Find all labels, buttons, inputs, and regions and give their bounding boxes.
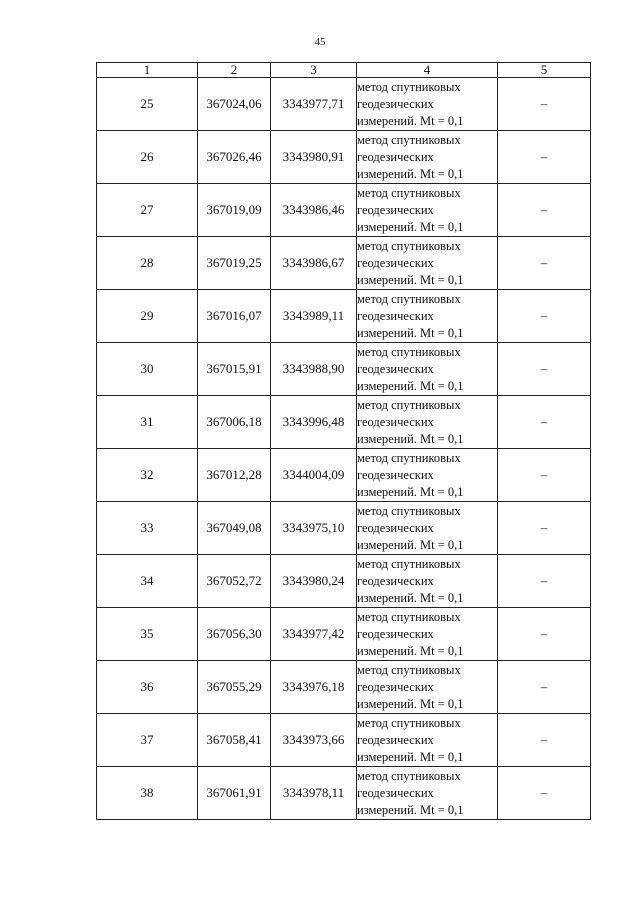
table-row (97, 714, 591, 767)
note-cell: – (498, 767, 591, 820)
y-coordinate-cell: 3343989,11 (271, 290, 357, 343)
method-line: измерений. Mt = 0,1 (357, 431, 464, 446)
table-row (97, 767, 591, 820)
x-coordinate-cell: 367056,30 (198, 608, 271, 661)
method-line: измерений. Mt = 0,1 (357, 484, 464, 499)
note-cell: – (498, 608, 591, 661)
table-row (97, 396, 591, 449)
y-coordinate-cell: 3343976,18 (271, 661, 357, 714)
method-cell (357, 78, 498, 131)
table-row (97, 343, 591, 396)
x-coordinate-cell: 367012,28 (198, 449, 271, 502)
table-row (97, 449, 591, 502)
y-coordinate-cell: 3343980,24 (271, 555, 357, 608)
method-cell (357, 714, 498, 767)
y-coordinate-cell: 3343978,11 (271, 767, 357, 820)
x-coordinate-cell: 367019,09 (198, 184, 271, 237)
header-col-2: 2 (198, 63, 271, 78)
method-line: измерений. Mt = 0,1 (357, 272, 464, 287)
note-cell: – (498, 396, 591, 449)
method-line: измерений. Mt = 0,1 (357, 802, 464, 817)
method-line: измерений. Mt = 0,1 (357, 378, 464, 393)
method-line: геодезических (357, 149, 434, 164)
method-cell (357, 661, 498, 714)
note-cell: – (498, 290, 591, 343)
y-coordinate-cell: 3343986,46 (271, 184, 357, 237)
method-line: метод спутниковых (357, 503, 461, 518)
method-line: геодезических (357, 467, 434, 482)
table-row (97, 131, 591, 184)
header-col-5: 5 (498, 63, 591, 78)
note-cell: – (498, 343, 591, 396)
point-number-cell: 26 (97, 131, 198, 184)
point-number-cell: 32 (97, 449, 198, 502)
method-line: метод спутниковых (357, 291, 461, 306)
table-row (97, 184, 591, 237)
method-line: геодезических (357, 202, 434, 217)
table-row (97, 608, 591, 661)
header-row (97, 63, 591, 78)
page-number: 45 (314, 36, 326, 48)
method-line: геодезических (357, 785, 434, 800)
method-cell (357, 131, 498, 184)
method-line: метод спутниковых (357, 238, 461, 253)
point-number-cell: 36 (97, 661, 198, 714)
x-coordinate-cell: 367026,46 (198, 131, 271, 184)
table-row (97, 78, 591, 131)
point-number-cell: 33 (97, 502, 198, 555)
method-line: метод спутниковых (357, 79, 461, 94)
point-number-cell: 34 (97, 555, 198, 608)
point-number-cell: 35 (97, 608, 198, 661)
method-line: геодезических (357, 255, 434, 270)
table-row (97, 555, 591, 608)
method-line: измерений. Mt = 0,1 (357, 537, 464, 552)
x-coordinate-cell: 367061,91 (198, 767, 271, 820)
point-number-cell: 25 (97, 78, 198, 131)
method-line: метод спутниковых (357, 556, 461, 571)
method-line: измерений. Mt = 0,1 (357, 590, 464, 605)
x-coordinate-cell: 367058,41 (198, 714, 271, 767)
method-line: метод спутниковых (357, 715, 461, 730)
note-cell: – (498, 502, 591, 555)
y-coordinate-cell: 3343988,90 (271, 343, 357, 396)
method-line: измерений. Mt = 0,1 (357, 643, 464, 658)
table-row (97, 290, 591, 343)
y-coordinate-cell: 3343975,10 (271, 502, 357, 555)
x-coordinate-cell: 367019,25 (198, 237, 271, 290)
method-cell (357, 184, 498, 237)
method-line: геодезических (357, 520, 434, 535)
method-line: измерений. Mt = 0,1 (357, 166, 464, 181)
method-cell (357, 290, 498, 343)
y-coordinate-cell: 3343980,91 (271, 131, 357, 184)
method-line: геодезических (357, 626, 434, 641)
x-coordinate-cell: 367015,91 (198, 343, 271, 396)
table-body (97, 78, 591, 820)
method-line: метод спутниковых (357, 132, 461, 147)
method-line: метод спутниковых (357, 609, 461, 624)
method-cell (357, 555, 498, 608)
note-cell: – (498, 714, 591, 767)
point-number-cell: 31 (97, 396, 198, 449)
table-row (97, 661, 591, 714)
method-line: геодезических (357, 573, 434, 588)
method-line: геодезических (357, 308, 434, 323)
point-number-cell: 29 (97, 290, 198, 343)
method-line: измерений. Mt = 0,1 (357, 696, 464, 711)
y-coordinate-cell: 3343996,48 (271, 396, 357, 449)
note-cell: – (498, 555, 591, 608)
header-col-4: 4 (357, 63, 498, 78)
header-col-3: 3 (271, 63, 357, 78)
method-line: метод спутниковых (357, 768, 461, 783)
method-cell (357, 608, 498, 661)
x-coordinate-cell: 367052,72 (198, 555, 271, 608)
table-row (97, 237, 591, 290)
method-line: измерений. Mt = 0,1 (357, 113, 464, 128)
y-coordinate-cell: 3343977,42 (271, 608, 357, 661)
method-cell (357, 449, 498, 502)
note-cell: – (498, 131, 591, 184)
x-coordinate-cell: 367016,07 (198, 290, 271, 343)
note-cell: – (498, 237, 591, 290)
y-coordinate-cell: 3344004,09 (271, 449, 357, 502)
note-cell: – (498, 184, 591, 237)
method-line: метод спутниковых (357, 344, 461, 359)
method-cell (357, 396, 498, 449)
method-line: метод спутниковых (357, 397, 461, 412)
note-cell: – (498, 449, 591, 502)
point-number-cell: 37 (97, 714, 198, 767)
method-cell (357, 343, 498, 396)
table-row (97, 502, 591, 555)
method-line: метод спутниковых (357, 185, 461, 200)
method-line: метод спутниковых (357, 450, 461, 465)
method-line: измерений. Mt = 0,1 (357, 749, 464, 764)
y-coordinate-cell: 3343986,67 (271, 237, 357, 290)
y-coordinate-cell: 3343977,71 (271, 78, 357, 131)
method-cell (357, 502, 498, 555)
method-line: геодезических (357, 732, 434, 747)
method-line: метод спутниковых (357, 662, 461, 677)
table-header (97, 63, 591, 78)
method-line: измерений. Mt = 0,1 (357, 219, 464, 234)
point-number-cell: 30 (97, 343, 198, 396)
note-cell: – (498, 661, 591, 714)
coordinates-table (96, 62, 591, 820)
x-coordinate-cell: 367055,29 (198, 661, 271, 714)
method-line: геодезических (357, 414, 434, 429)
point-number-cell: 38 (97, 767, 198, 820)
method-line: измерений. Mt = 0,1 (357, 325, 464, 340)
point-number-cell: 27 (97, 184, 198, 237)
method-line: геодезических (357, 361, 434, 376)
header-col-1: 1 (97, 63, 198, 78)
y-coordinate-cell: 3343973,66 (271, 714, 357, 767)
method-line: геодезических (357, 679, 434, 694)
method-cell (357, 767, 498, 820)
x-coordinate-cell: 367006,18 (198, 396, 271, 449)
x-coordinate-cell: 367024,06 (198, 78, 271, 131)
method-line: геодезических (357, 96, 434, 111)
note-cell: – (498, 78, 591, 131)
x-coordinate-cell: 367049,08 (198, 502, 271, 555)
method-cell (357, 237, 498, 290)
point-number-cell: 28 (97, 237, 198, 290)
